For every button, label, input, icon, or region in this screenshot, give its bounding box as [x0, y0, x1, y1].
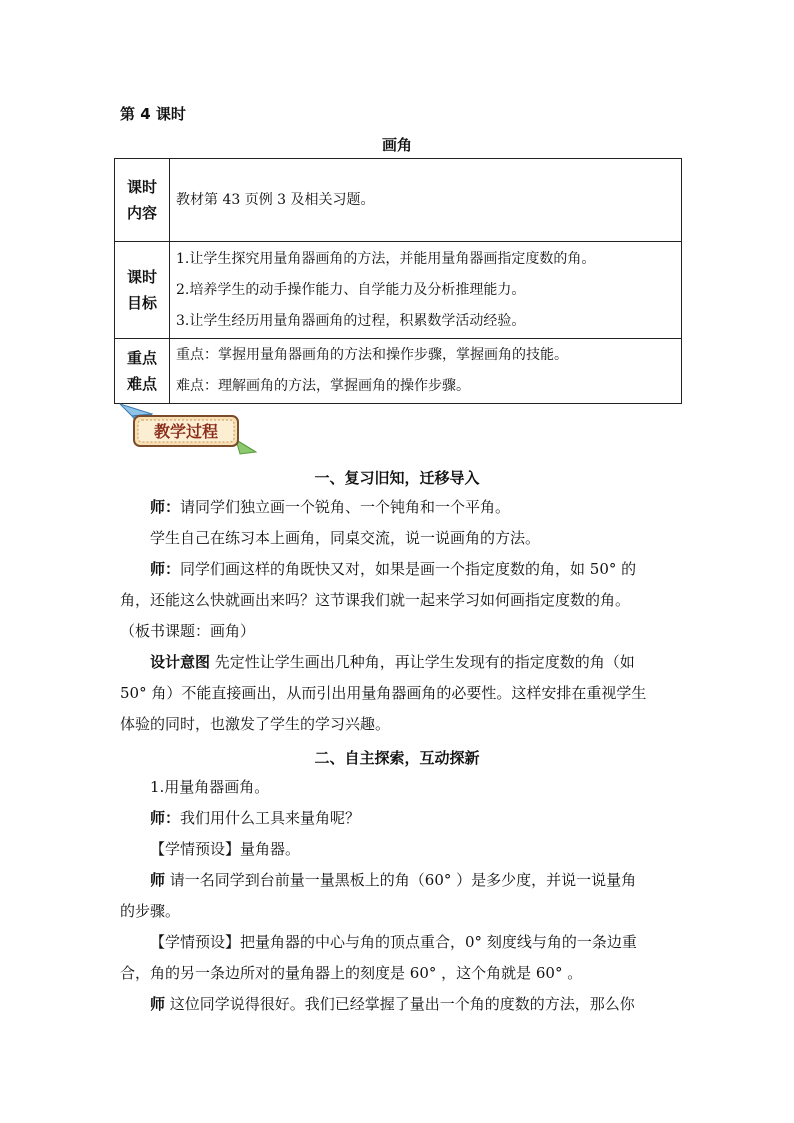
paragraph: 师：我们用什么工具来量角呢？	[150, 809, 361, 827]
paragraph: 学生自己在练习本上画角，同桌交流，说一说画角的方法。	[150, 529, 541, 547]
paragraph: 【学情预设】把量角器的中心与角的顶点重合，0° 刻度线与角的一条边重 合，角的另一条边所对的量角器上的刻度是 60° ，这个角就是 60° 。	[120, 933, 637, 982]
paragraph: 师：同学们画这样的角既快又对，如果是画一个指定度数的角，如 50° 的 角，还能这么快就画出来吗？这节课我们就一起来学习如何画指定度数的角。 （板书课题：画角）	[120, 560, 637, 640]
table-row	[115, 159, 682, 242]
goal-item: 2.培养学生的动手操作能力、自学能力及分析推理能力。	[176, 281, 526, 298]
key-cell	[170, 339, 682, 404]
goal-cell	[170, 242, 682, 339]
goal-item: 1.让学生探究用量角器画角的方法，并能用量角器画指定度数的角。	[176, 250, 596, 267]
paragraph: 师：请同学们独立画一个锐角、一个钝角和一个平角。	[150, 498, 511, 516]
key-heading: 重点 难点	[115, 339, 170, 404]
paragraph: 【学情预设】量角器。	[150, 840, 301, 858]
goal-heading: 课时 目标	[115, 242, 170, 339]
key-point: 难点：理解画角的方法，掌握画角的操作步骤。	[176, 378, 470, 394]
content-cell: 教材第 43 页例 3 及相关习题。	[170, 159, 682, 242]
badge-label: 教学过程	[153, 422, 219, 441]
lesson-number: 第 4 课时	[120, 105, 186, 123]
goal-item: 3.让学生经历用量角器画角的过程，积累数学活动经验。	[176, 312, 526, 329]
design-intent-paragraph: 设计意图 先定性让学生画出几种角，再让学生发现有的指定度数的角（如 50° 角）不能直接画出，从而引出用量角器画角的必要性。这样安排在重视学生 体验的同时，也激发了学生的学习兴趣。	[120, 653, 647, 733]
content-heading: 课时 内容	[115, 159, 170, 242]
paragraph: 1.用量角器画角。	[150, 778, 270, 796]
lesson-info-table	[114, 158, 682, 404]
paragraph: 师 请一名同学到台前量一量黑板上的角（60° ）是多少度，并说一说量角 的步骤。	[120, 871, 637, 920]
teaching-process-badge	[118, 400, 258, 458]
table-row	[115, 242, 682, 339]
section-heading: 二、自主探索，互动探新	[314, 749, 480, 767]
table-row	[115, 339, 682, 404]
paragraph: 师 这位同学说得很好。我们已经掌握了量出一个角的度数的方法，那么你	[150, 995, 635, 1013]
key-point: 重点：掌握用量角器画角的方法和操作步骤，掌握画角的技能。	[176, 347, 568, 363]
lesson-title: 画角	[381, 136, 412, 154]
section-heading: 一、复习旧知，迁移导入	[314, 469, 480, 487]
